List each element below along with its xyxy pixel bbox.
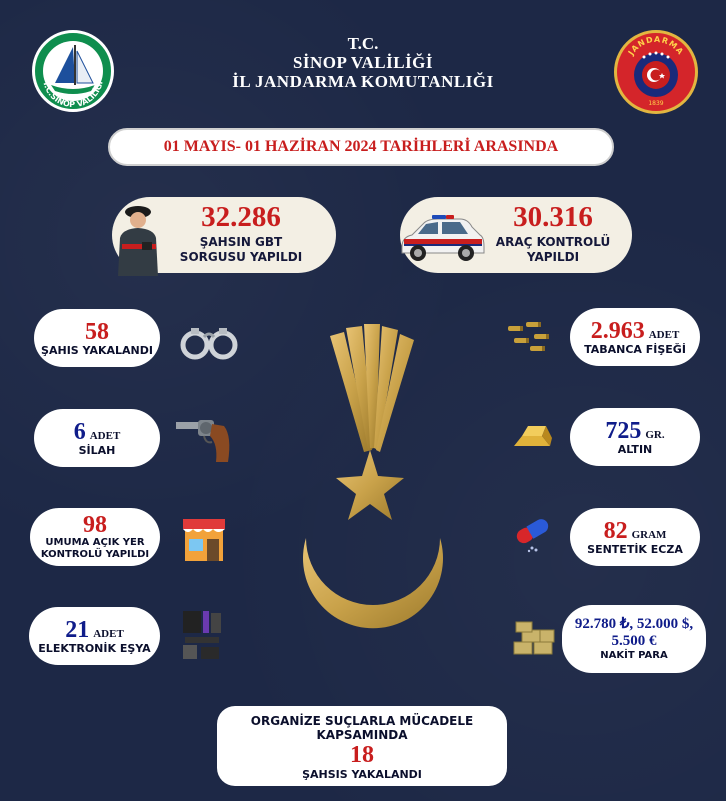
vehicle-check-value: 30.316: [513, 201, 593, 233]
gold-card: [570, 408, 700, 466]
organized-crime-value: 18: [350, 742, 374, 768]
revolver-icon: [174, 412, 236, 466]
cash-value-line-1: 92.780 ₺, 52.000 $,: [574, 616, 694, 632]
detained-persons-card: [34, 309, 160, 367]
weapon-unit: ADET: [89, 429, 121, 442]
header-line-1: T.C.: [347, 34, 379, 53]
gbt-query-label-line-1: ŞAHSIN GBT: [199, 235, 283, 249]
detained-persons-label: ŞAHIS YAKALANDI: [41, 343, 153, 357]
synthetic-drug-value: 82: [603, 517, 628, 544]
gold-unit: GR.: [645, 428, 665, 441]
weapon-card: [34, 409, 160, 467]
weapon-value: 6: [73, 418, 86, 445]
vehicle-check-label-line-2: YAPILDI: [526, 250, 580, 264]
cash-stack-icon: [510, 620, 558, 658]
public-place-check-label-line-2: KONTROLÜ YAPILDI: [40, 549, 150, 560]
weapon-label: SİLAH: [78, 443, 116, 457]
synthetic-drug-label: SENTETİK ECZA: [587, 542, 683, 556]
vehicle-check-label: [480, 235, 626, 265]
gold-label: ALTIN: [617, 442, 653, 456]
gendarme-officer-icon: [108, 198, 166, 276]
handcuffs-icon: [177, 319, 241, 365]
electronics-icon: [179, 609, 225, 661]
patrol-car-icon: [398, 207, 486, 265]
gbt-query-value: 32.286: [201, 201, 281, 233]
sinop-valiligi-logo: [32, 30, 114, 112]
synthetic-drug-card: [570, 508, 700, 566]
gbt-query-label-line-2: SORGUSU YAPILDI: [179, 250, 303, 264]
pill-capsule-icon: [510, 514, 556, 554]
electronics-value: 21: [65, 616, 90, 643]
cash-label: NAKİT PARA: [600, 650, 668, 661]
header-line-2: SİNOP VALİLİĞİ: [292, 53, 434, 72]
right-logo-text: JANDARMA: [626, 34, 686, 57]
electronics-unit: ADET: [93, 627, 124, 640]
gold-value: 725: [605, 417, 642, 444]
pistol-cartridge-unit: ADET: [648, 328, 680, 341]
detained-persons-value: 58: [85, 318, 109, 345]
electronics-card: [29, 607, 160, 665]
crescent-star-emblem: [290, 316, 450, 706]
right-logo-year: 1839: [648, 100, 664, 107]
header-line-3: İL JANDARMA KOMUTANLIĞI: [232, 72, 494, 91]
pistol-cartridge-card: [570, 308, 700, 366]
synthetic-drug-unit: GRAM: [631, 528, 667, 541]
svg-text:JANDARMA: [626, 35, 685, 58]
left-logo-text: T.C.SİNOP VALİLİĞİ: [41, 80, 105, 109]
organized-crime-line-1: ORGANİZE SUÇLARLA MÜCADELE KAPSAMINDA: [250, 714, 474, 742]
cash-card: [562, 605, 706, 673]
public-place-check-card: [30, 508, 160, 566]
organized-crime-line-3: ŞAHSIS YAKALANDI: [302, 768, 422, 781]
jandarma-logo: [614, 30, 698, 114]
electronics-label: ELEKTRONİK EŞYA: [38, 641, 151, 655]
gbt-query-label: [146, 235, 336, 265]
date-range-banner: [108, 128, 614, 166]
vehicle-check-label-line-1: ARAÇ KONTROLÜ: [495, 235, 611, 249]
pistol-cartridge-label: TABANCA FİŞEĞİ: [584, 342, 686, 356]
pistol-cartridge-value: 2.963: [590, 317, 645, 344]
public-place-check-label-line-1: UMUMA AÇIK YER: [45, 537, 145, 548]
cash-value-line-2: 5.500 €: [611, 633, 657, 649]
gold-bars-icon: [512, 418, 554, 452]
public-place-check-value: 98: [83, 512, 107, 538]
bullets-icon: [506, 318, 556, 360]
date-range-text: 01 MAYIS- 01 HAZİRAN 2024 TARİHLERİ ARASINDA: [163, 138, 559, 155]
svg-text:T.C.SİNOP VALİLİĞİ: [41, 80, 104, 109]
organized-crime-card: [217, 706, 507, 786]
shop-icon: [181, 513, 227, 563]
